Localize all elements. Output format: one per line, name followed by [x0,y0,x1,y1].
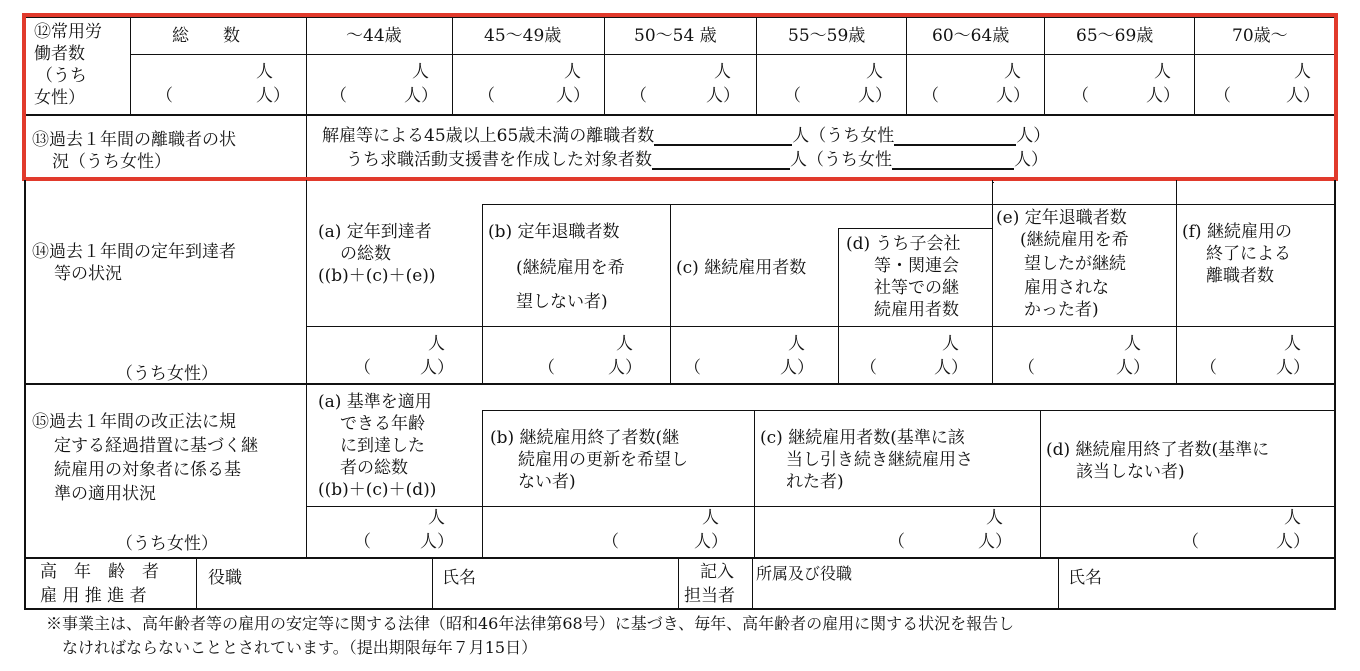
s14-col-f-2: 終了による [1206,244,1291,264]
s14-paren: （ [860,358,877,378]
s15-label-3: 続雇用の対象者に係る基 [54,460,241,480]
s12-header-55-59: 55～59歳 [788,26,866,46]
s14-col-e-5: かった者) [1024,300,1099,320]
s14-col-a-2: の総数 [340,244,391,264]
s15-col-d-1: (d) 継続雇用終了者数(基準に [1046,440,1270,460]
s14-col-d-2: 等・関連会 [874,256,959,276]
s15-col-b-3: ない者) [518,472,576,492]
s12-label-2: 働者数 [34,44,85,64]
s15-col-d-2: 該当しない者) [1076,462,1185,482]
position-label: 役職 [208,568,242,588]
s15-col-a-3: に到達した [340,436,425,456]
s13-line2: うち求職活動支援書を作成した対象者数 人（うち女性 人） [346,150,1048,170]
s12-close-unit: 人） [706,86,740,106]
s15-female-label: （うち女性） [116,534,218,554]
s13-label-2: 況（うち女性） [52,152,171,172]
s12-unit: 人 [1004,62,1021,82]
s12-header-60-64: 60～64歳 [932,26,1010,46]
s12-paren: （ [1072,86,1089,106]
s14-paren: （ [684,358,701,378]
s12-unit: 人 [866,62,883,82]
s14-unit: 人 [788,334,805,354]
s15-close-unit: 人） [1276,532,1310,552]
s15-label-1: ⑮過去１年間の改正法に規 [32,412,236,432]
s13-line1: 解雇等による45歳以上65歳未満の離職者数 人（うち女性 人） [322,126,1051,146]
name-label-2: 氏名 [1068,568,1102,588]
s15-close-unit: 人） [978,532,1012,552]
writer-name-field[interactable] [1120,560,1332,606]
s14-unit: 人 [1284,334,1301,354]
highlight-box [22,13,1338,181]
s12-close-unit: 人） [404,86,438,106]
s14-paren: （ [1018,358,1035,378]
s14-paren: （ [538,358,555,378]
s15-col-a-5: ((b)＋(c)＋(d)) [318,480,437,500]
s12-close-unit: 人） [556,86,590,106]
s14-col-f-3: 離職者数 [1206,266,1274,286]
s12-close-unit: 人） [256,86,290,106]
s14-col-a-1: (a) 定年到達者 [318,222,432,242]
s14-col-e-4: 雇用されな [1024,278,1109,298]
s15-col-b-2: 続雇用の更新を希望し [518,450,688,470]
s14-col-d-4: 続雇用者数 [874,300,959,320]
footnote-line-2: なければならないこととされています。（提出期限毎年７月15日） [62,638,538,657]
s12-unit: 人 [256,62,273,82]
s14-unit: 人 [428,334,445,354]
s15-unit: 人 [428,508,445,528]
s12-unit: 人 [412,62,429,82]
writer-label-2: 担当者 [684,586,735,606]
s12-close-unit: 人） [1286,86,1320,106]
writer-label-1: 記入 [700,562,734,582]
s15-close-unit: 人） [694,532,728,552]
position-field[interactable] [260,560,430,606]
s14-close-unit: 人） [780,358,814,378]
s15-col-b-1: (b) 継続雇用終了者数(継 [490,428,680,448]
s14-col-e-2: (継続雇用を希 [1020,230,1129,250]
s12-header-45-49: 45～49歳 [484,26,562,46]
s12-label-1: ⑫常用労 [34,22,102,42]
s15-col-a-1: (a) 基準を適用 [318,392,432,412]
s14-label-1: ⑭過去１年間の定年到達者 [32,242,236,262]
s12-header-65-69: 65～69歳 [1076,26,1154,46]
s15-paren: （ [354,532,371,552]
s12-paren: （ [330,86,347,106]
s12-paren: （ [156,86,173,106]
s12-paren: （ [478,86,495,106]
s15-col-c-3: れた者) [786,472,844,492]
s14-col-e-1: (e) 定年退職者数 [996,208,1127,228]
s12-header-70: 70歳～ [1232,26,1288,46]
s12-close-unit: 人） [996,86,1030,106]
promoter-label-1: 高 年 齢 者 [40,562,159,582]
s14-female-label: （うち女性） [116,364,218,384]
s12-label-3: （うち [36,66,87,86]
s12-unit: 人 [714,62,731,82]
s15-label-4: 準の適用状況 [54,484,156,504]
s12-unit: 人 [564,62,581,82]
promoter-label-2: 雇 用 推 進 者 [40,586,147,606]
s12-label-4: 女性） [34,88,85,108]
s14-col-e-3: 望したが継続 [1024,254,1126,274]
s15-close-unit: 人） [420,532,454,552]
s15-col-a-4: 者の総数 [340,458,408,478]
s14-paren: （ [354,358,371,378]
s14-unit: 人 [1124,334,1141,354]
s15-paren: （ [602,532,619,552]
s14-col-b-3: 望しない者) [516,292,608,312]
s12-paren: （ [784,86,801,106]
s15-unit: 人 [986,508,1003,528]
s14-col-a-3: ((b)＋(c)＋(e)) [318,266,436,286]
s14-col-d-3: 社等での継 [874,278,959,298]
s14-col-f-1: (f) 継続雇用の [1182,222,1292,242]
s15-label-2: 定する経過措置に基づく継 [54,436,258,456]
s14-close-unit: 人） [1276,358,1310,378]
s12-unit: 人 [1294,62,1311,82]
s15-paren: （ [1182,532,1199,552]
s15-paren: （ [888,532,905,552]
s13-label-1: ⑬過去１年間の離職者の状 [32,130,236,150]
s14-col-b-2: (継続雇用を希 [516,258,625,278]
s14-unit: 人 [616,334,633,354]
s14-close-unit: 人） [934,358,968,378]
s15-unit: 人 [1284,508,1301,528]
s14-col-c-1: (c) 継続雇用者数 [676,258,807,278]
s15-col-c-1: (c) 継続雇用者数(基準に該 [760,428,965,448]
s14-close-unit: 人） [420,358,454,378]
s12-header-50-54: 50～54 歳 [634,26,717,46]
affiliation-field[interactable] [754,584,1056,606]
s15-unit: 人 [702,508,719,528]
s14-paren: （ [1200,358,1217,378]
s14-col-d-1: (d) うち子会社 [846,234,961,254]
name-label: 氏名 [442,568,476,588]
s15-col-c-2: 当し引き続き継続雇用さ [786,450,973,470]
s12-paren: （ [1214,86,1231,106]
affiliation-label: 所属及び役職 [756,564,853,583]
name-field[interactable] [490,560,676,606]
s12-close-unit: 人） [858,86,892,106]
s12-paren: （ [630,86,647,106]
s14-col-b-1: (b) 定年退職者数 [488,222,620,242]
footnote-line-1: ※事業主は、高年齢者等の雇用の安定等に関する法律（昭和46年法律第68号）に基づき、毎年、高年齢者の雇用に関する状況を報告し [46,614,1015,633]
s14-label-2: 等の状況 [54,264,122,284]
s15-col-a-2: できる年齢 [340,414,425,434]
s12-header-44: ～44歳 [346,26,402,46]
s12-unit: 人 [1154,62,1171,82]
s14-unit: 人 [942,334,959,354]
s14-close-unit: 人） [608,358,642,378]
s12-close-unit: 人） [1146,86,1180,106]
s14-close-unit: 人） [1116,358,1150,378]
s12-paren: （ [922,86,939,106]
s12-header-total: 総 数 [172,26,240,46]
